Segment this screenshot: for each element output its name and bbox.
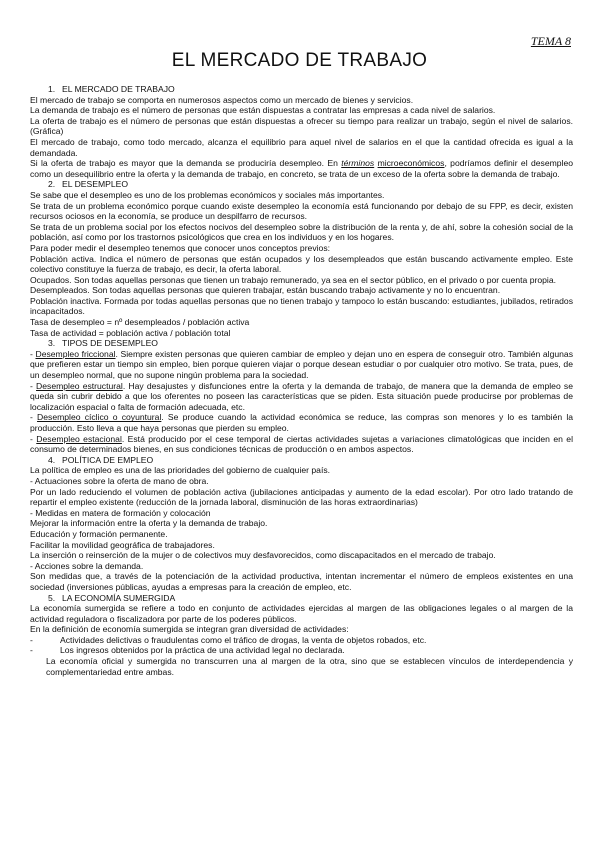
list-item: - Actividades delictivas o fraudulentas como el tráfico de drogas, la venta de objetos robados, etc. [30, 634, 427, 645]
paragraph: La oferta de trabajo es el número de personas que están dispuestas a ofrecer su tiempo para realizar un trabajo, según el nivel de salarios. (Gráfica) [30, 115, 573, 137]
list-item: - Los ingresos obtenidos por la práctica de una actividad legal no declarada. [30, 645, 345, 656]
paragraph: - Actuaciones sobre la oferta de mano de obra. [30, 475, 209, 486]
paragraph: La inserción o reinserción de la mujer o de colectivos muy desfavorecidos, como discapacitados en el mercado de trabajo. [30, 550, 496, 561]
paragraph: Ocupados. Son todas aquellas personas que tienen un trabajo remunerado, ya sea en el sector público, en el privado o por cuenta propia. [30, 274, 556, 285]
paragraph: En la definición de economía sumergida se integran gran diversidad de actividades: [30, 624, 349, 635]
underlined-term: Desempleo estacional [36, 433, 122, 444]
paragraph: La demanda de trabajo es el número de personas que están dispuestas a contratar las empresas a cada nivel de salarios. [30, 105, 496, 116]
paragraph: Población activa. Indica el número de personas que están ocupados y los desempleados que están buscando activamente empleo. Este colectivo constituye la fuerza de trabajo, es decir, la oferta laboral. [30, 253, 573, 275]
paragraph: - Acciones sobre la demanda. [30, 560, 144, 571]
paragraph: La economía oficial y sumergida no transcurren una al margen de la otra, sino que se establecen vínculos de interdependencia y complementariedad entre ambas. [46, 656, 573, 677]
paragraph: Por un lado reduciendo el volumen de población activa (jubilaciones anticipadas y aumento de la edad escolar). Por otro lado tratando de repartir el empleo existente (reducción de la jornada laboral, disminución de las horas extraordinarias) [30, 486, 573, 508]
bullet-marker: - [30, 634, 33, 645]
paragraph: El mercado de trabajo se comporta en numerosos aspectos como un mercado de bienes y servicios. [30, 94, 414, 105]
section-heading-tipos: 3. TIPOS DE DESEMPLEO [48, 338, 158, 349]
underlined-term: términos [341, 158, 375, 169]
paragraph: Se trata de un problema social por los efectos nocivos del desempleo sobre la distribución de la renta y, de ahí, sobre la cohesión social de la población, así como por los trastornos psicológicos que crea en los individuos y en los hogares. [30, 221, 573, 243]
paragraph: - Desempleo estacional. Está producido por el cese temporal de ciertas actividades sujetas a variaciones climatológicas que inciden en el consumo de determinados bienes, en sus condiciones técnicas de producción o en ambos aspectos. [30, 433, 573, 455]
document-body [30, 84, 573, 677]
page-title: EL MERCADO DE TRABAJO [171, 50, 428, 71]
underlined-term: Desempleo cíclico o coyuntural [37, 412, 162, 423]
formula: Tasa de desempleo = nº desempleados / población activa [30, 317, 250, 328]
paragraph: Facilitar la movilidad geográfica de trabajadores. [30, 539, 215, 550]
paragraph: - Medidas en matera de formación y colocación [30, 507, 211, 518]
underlined-term: microeconómicos [377, 158, 445, 169]
paragraph: Se trata de un problema económico porque cuando existe desempleo la economía está funcionando por debajo de su FPP, es decir, existen recursos ociosos en la economía, se produce un despilfarro de recursos. [30, 200, 573, 222]
paragraph: Educación y formación permanente. [30, 528, 168, 539]
underlined-term: Desempleo friccional [35, 348, 116, 359]
paragraph: La economía sumergida se refiere a todo en conjunto de actividades ejercidas al margen de las obligaciones legales o al margen de la actividad reguladora o fiscalizadora por parte de los poderes públicos. [30, 603, 573, 624]
paragraph: Para poder medir el desempleo tenemos que conocer unos conceptos previos: [30, 242, 331, 253]
section-heading-politica: 4. POLÍTICA DE EMPLEO [48, 454, 154, 465]
paragraph: Se sabe que el desempleo es uno de los problemas económicos y sociales más importantes. [30, 189, 385, 200]
paragraph: Población inactiva. Formada por todas aquellas personas que no tienen trabajo y tampoco lo están buscando: estudiantes, jubilados, retirados incapacitados. [30, 295, 573, 317]
section-heading-mercado: 1. EL MERCADO DE TRABAJO [48, 84, 175, 94]
underlined-term: Desempleo estructural [36, 380, 123, 391]
paragraph: Mejorar la información entre la oferta y la demanda de trabajo. [30, 518, 268, 529]
paragraph: - Desempleo estructural. Hay desajustes y disfunciones entre la oferta y la demanda de trabajo, de manera que la demanda de empleo se queda sin cubrir debido a que los oferentes no poseen las características que se piden. Esta situación puede producirse por problemas de localización espacial o falta de formación adecuada, etc. [30, 380, 573, 412]
paragraph: - Desempleo cíclico o coyuntural. Se produce cuando la actividad económica se reduce, las compras son menores y lo es también la producción. Esto lleva a que haya personas que pierden su empleo. [30, 412, 574, 433]
paragraph: - Desempleo friccional. Siempre existen personas que quieren cambiar de empleo y dejan uno en espera de conseguir otro. También algunas que prefieren estar un tiempo sin empleo, bien porque quieren viajar o porque desean estudiar o por cualquier otro motivo. Se trata, pues, de un desempleo normal, que no supone ningún problema para la sociedad. [30, 348, 574, 381]
paragraph: El mercado de trabajo, como todo mercado, alcanza el equilibrio para aquel nivel de salarios en el que la cantidad ofrecida es igual a la demandada. [30, 136, 573, 158]
section-heading-desempleo: 2. EL DESEMPLEO [48, 179, 129, 190]
paragraph: La política de empleo es una de las prioridades del gobierno de cualquier país. [30, 465, 331, 476]
paragraph: Si la oferta de trabajo es mayor que la demanda se produciría desempleo. En términos microeconómicos, podríamos definir el desempleo como un desequilibrio entre la oferta y la demanda de trabajo, en concreto, se trata de un exceso de la oferta sobre la demanda de trabajo. [30, 158, 574, 179]
formula: Tasa de actividad = población activa / población total [30, 327, 231, 338]
paragraph: Desempleados. Son todas aquellas personas que quieren trabajar, están buscando trabajo activamente y no lo encuentran. [30, 285, 501, 296]
topic-number: TEMA 8 [530, 34, 571, 48]
bullet-marker: - [30, 645, 33, 656]
paragraph: Son medidas que, a través de la potenciación de la actividad productiva, intentan incrementar el número de empleos existentes en una sociedad (inversiones públicas, ayudas a empresas para la creación de empleo, etc. [30, 571, 573, 592]
section-heading-economia: 5. LA ECONOMÍA SUMERGIDA [48, 592, 176, 603]
